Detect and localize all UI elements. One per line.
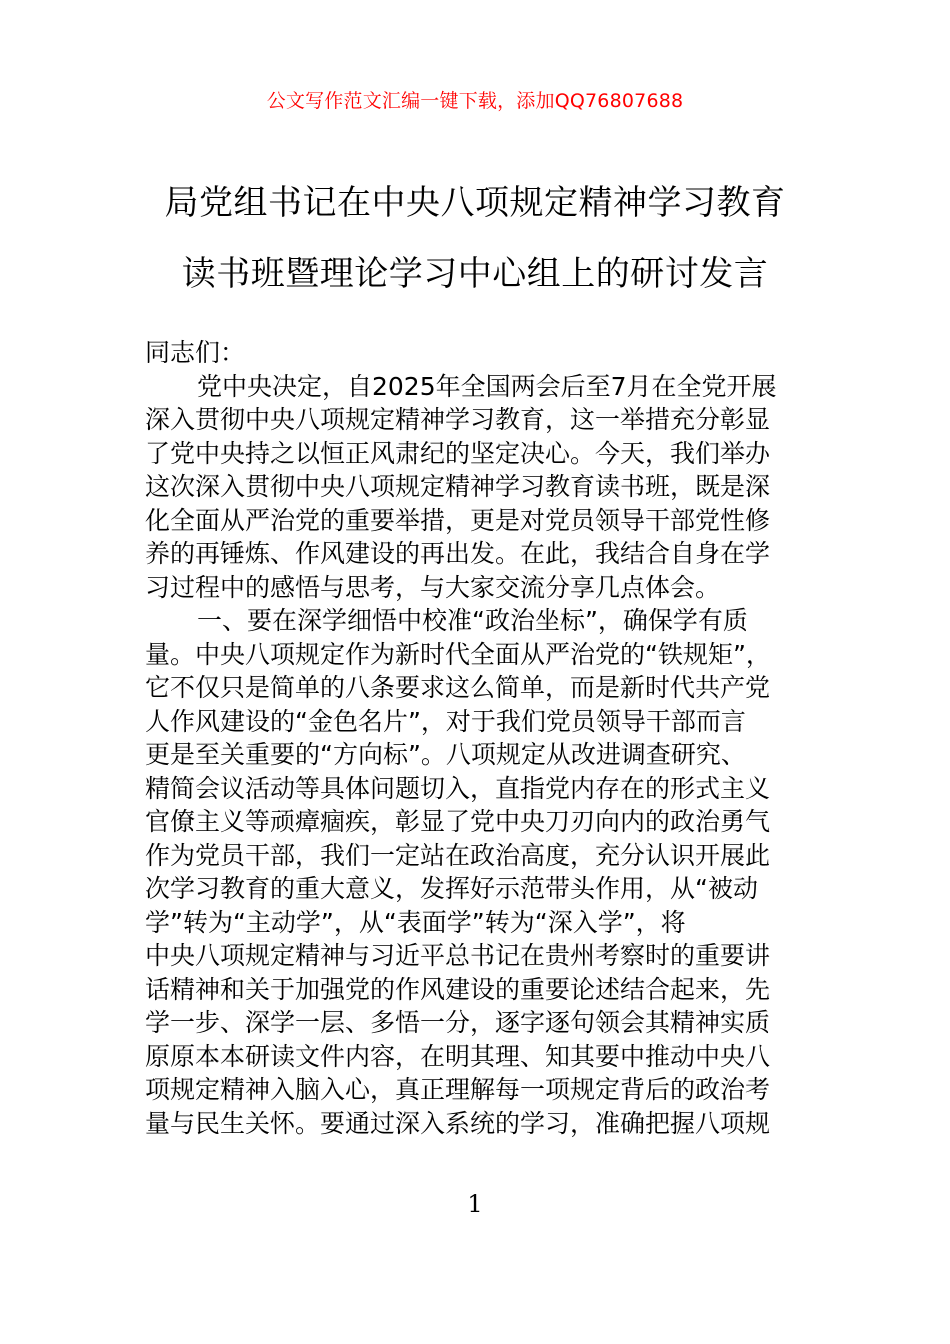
paragraph-line: 习过程中的感悟与思考，与大家交流分享几点体会。 — [145, 572, 721, 602]
paragraph-line: 这次深入贯彻中央八项规定精神学习教育读书班，既是深 — [145, 472, 771, 501]
paragraph-line: 量与民生关怀。要通过深入系统的学习，准确把握八项规 — [145, 1108, 771, 1138]
paragraph-line: 次学习教育的重大意义，发挥好示范带头作用，从“被动 — [145, 874, 758, 903]
paragraph-line: 精简会议活动等具体问题切入，直指党内存在的形式主义 — [145, 773, 771, 803]
salutation: 同志们： — [145, 338, 246, 367]
paragraph-line: 更是至关重要的“方向标”。八项规定从改进调查研究、 — [145, 740, 746, 769]
paragraph-line: 学”转为“主动学”，从“表面学”转为“深入学”，将 — [145, 907, 686, 937]
paragraph-line: 化全面从严治党的重要举措，更是对党员领导干部党性修 — [145, 505, 771, 535]
document-body — [145, 336, 810, 1140]
paragraph-line: 学一步、深学一层、多悟一分，逐字逐句领会其精神实质 — [145, 1008, 771, 1037]
section-heading-line: 一、要在深学细悟中校准“政治坐标”，确保学有质 — [197, 606, 748, 635]
paragraph-line: 话精神和关于加强党的作风建设的重要论述结合起来，先 — [145, 974, 771, 1004]
paragraph-line: 党中央决定，自2025年全国两会后至7月在全党开展 — [197, 371, 777, 401]
paragraph-line: 养的再锤炼、作风建设的再出发。在此，我结合自身在学 — [145, 539, 771, 568]
document-title-line-2: 读书班暨理论学习中心组上的研讨发言 — [181, 254, 769, 294]
page-number: 1 — [467, 1190, 483, 1218]
paragraph-line: 它不仅只是简单的八条要求这么简单，而是新时代共产党 — [145, 673, 771, 702]
paragraph-line: 量。中央八项规定作为新时代全面从严治党的“铁规矩”， — [145, 639, 771, 669]
paragraph-line: 官僚主义等顽瘴痼疾，彰显了党中央刀刃向内的政治勇气 — [145, 807, 771, 836]
header-note: 公文写作范文汇编一键下载，添加QQ76807688 — [266, 90, 684, 112]
paragraph-line: 原原本本研读文件内容，在明其理、知其要中推动中央八 — [145, 1041, 771, 1071]
paragraph-line: 了党中央持之以恒正风肃纪的坚定决心。今天，我们举办 — [145, 438, 771, 468]
paragraph-line: 人作风建设的“金色名片”，对于我们党员领导干部而言 — [145, 706, 746, 736]
paragraph-line: 作为党员干部，我们一定站在政治高度，充分认识开展此 — [145, 840, 771, 870]
paragraph-line: 项规定精神入脑入心，真正理解每一项规定背后的政治考 — [145, 1075, 771, 1104]
document-title-line-1: 局党组书记在中央八项规定精神学习教育 — [164, 183, 786, 223]
paragraph-line: 深入贯彻中央八项规定精神学习教育，这一举措充分彰显 — [145, 405, 771, 434]
paragraph-line: 中央八项规定精神与习近平总书记在贵州考察时的重要讲 — [145, 941, 771, 970]
